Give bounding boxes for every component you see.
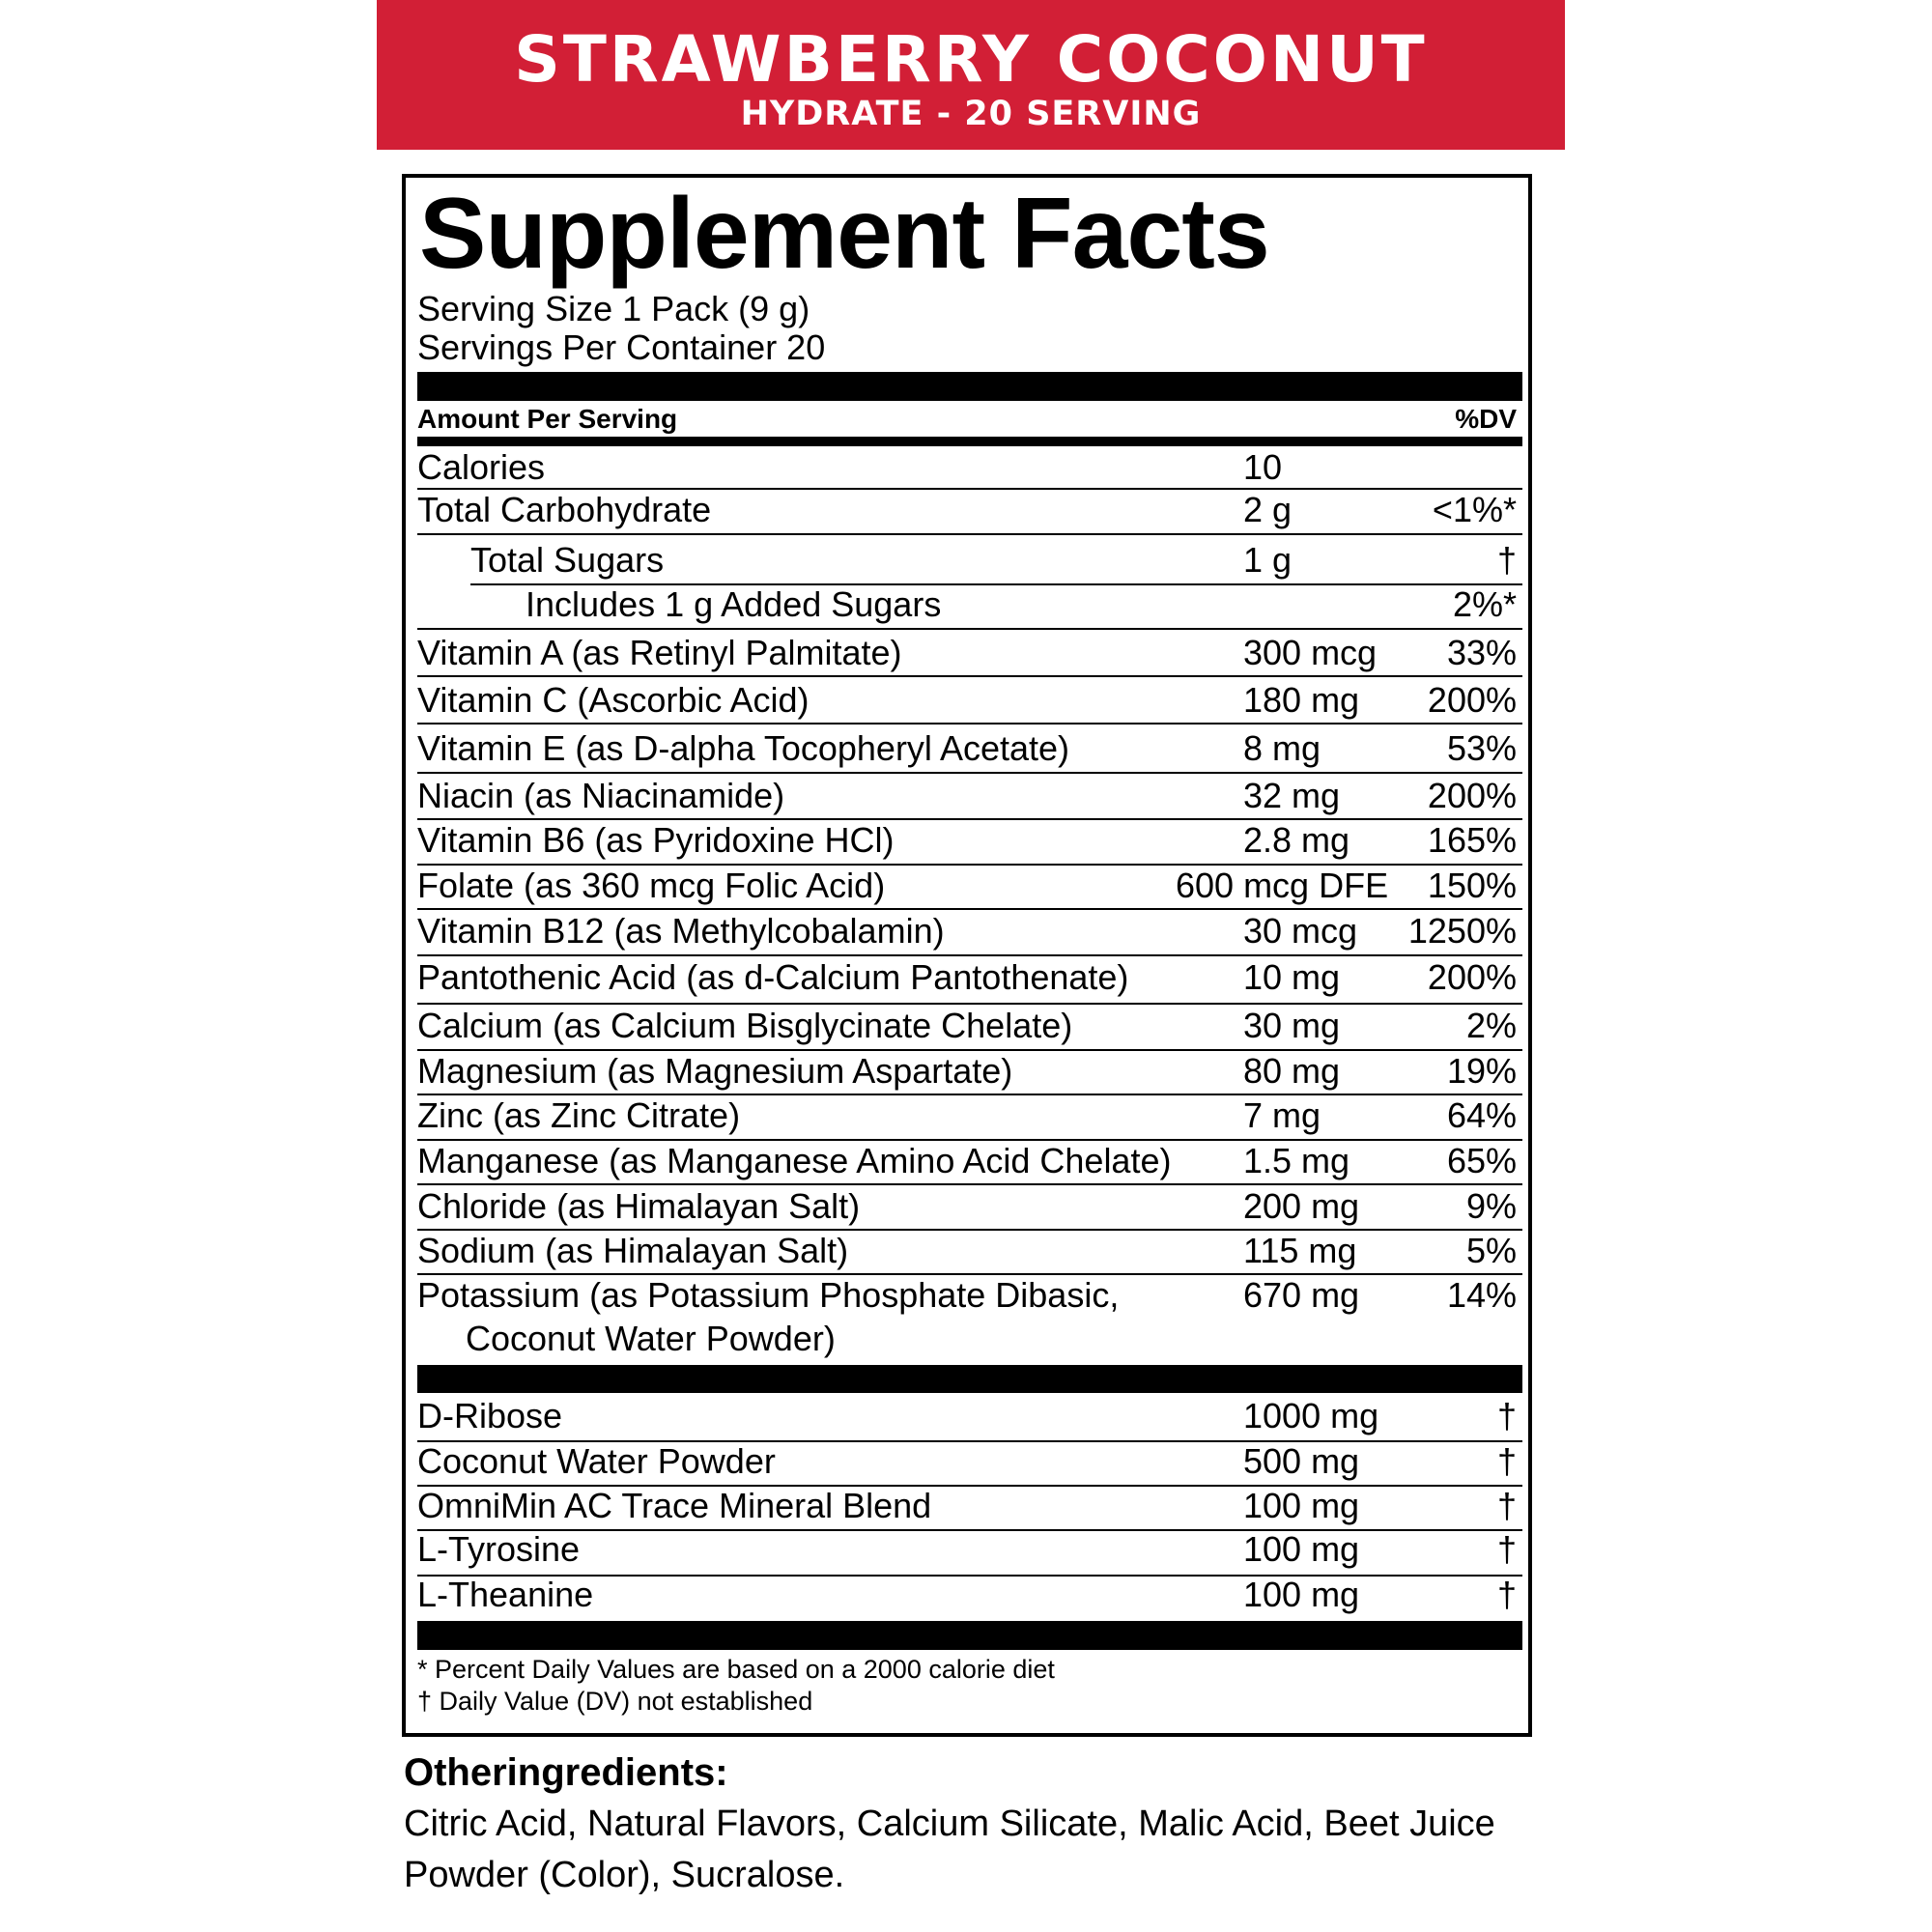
row-divider xyxy=(417,1003,1522,1005)
nutrient-name: Vitamin B12 (as Methylcobalamin) xyxy=(417,911,945,951)
nutrient-amount: 670 mg xyxy=(1243,1275,1360,1315)
nutrient-name: Vitamin B6 (as Pyridoxine HCl) xyxy=(417,820,895,860)
ingredient-name: Coconut Water Powder xyxy=(417,1441,776,1481)
nutrient-dv: 33% xyxy=(1446,633,1517,672)
nutrient-name: Zinc (as Zinc Citrate) xyxy=(417,1095,741,1135)
other-ingredients-heading: Otheringredients: xyxy=(404,1751,728,1794)
nutrient-amount: 7 mg xyxy=(1243,1095,1321,1135)
row-divider xyxy=(417,1183,1522,1185)
row-divider xyxy=(417,954,1522,956)
row-divider xyxy=(417,533,1522,535)
nutrient-amount: 600 mcg DFE xyxy=(1176,866,1389,905)
row-divider xyxy=(417,772,1522,774)
nutrient-name: Magnesium (as Magnesium Aspartate) xyxy=(417,1051,1013,1091)
nutrient-dv: 2%* xyxy=(1452,584,1517,624)
nutrient-dv: 2% xyxy=(1465,1006,1517,1045)
nutrient-name: Folate (as 360 mcg Folic Acid) xyxy=(417,866,886,905)
ingredient-dv: † xyxy=(1496,1396,1517,1435)
ingredient-dv: † xyxy=(1496,1441,1517,1481)
nutrient-amount: 8 mg xyxy=(1243,728,1321,768)
nutrient-dv: 165% xyxy=(1427,820,1517,860)
facts-title: Supplement Facts xyxy=(419,178,1269,290)
nutrient-amount: 30 mg xyxy=(1243,1006,1341,1045)
nutrient-amount: 32 mg xyxy=(1243,776,1341,815)
thick-divider xyxy=(417,1365,1522,1393)
ingredient-amount: 100 mg xyxy=(1243,1529,1360,1569)
nutrient-name: Vitamin A (as Retinyl Palmitate) xyxy=(417,633,902,672)
nutrient-dv: 200% xyxy=(1427,680,1517,720)
nutrient-amount: 200 mg xyxy=(1243,1186,1360,1226)
nutrient-amount: 10 xyxy=(1243,447,1283,487)
medium-divider xyxy=(417,437,1522,446)
nutrient-name: Total Sugars xyxy=(470,540,665,580)
row-divider xyxy=(417,675,1522,677)
ingredient-name: D-Ribose xyxy=(417,1396,563,1435)
nutrient-amount: 1 g xyxy=(1243,540,1293,580)
ingredient-dv: † xyxy=(1496,1575,1517,1614)
nutrient-dv: † xyxy=(1496,540,1517,580)
dv-header: %DV xyxy=(1455,404,1517,434)
nutrient-amount: 115 mg xyxy=(1243,1231,1357,1270)
flavor-subtitle: HYDRATE - 20 SERVING xyxy=(740,95,1202,133)
nutrient-amount: 80 mg xyxy=(1243,1051,1341,1091)
ingredient-amount: 1000 mg xyxy=(1243,1396,1379,1435)
row-divider xyxy=(417,628,1522,630)
nutrient-dv: 9% xyxy=(1465,1186,1517,1226)
ingredient-name: L-Theanine xyxy=(417,1575,594,1614)
nutrient-name: Calories xyxy=(417,447,546,487)
ingredient-amount: 100 mg xyxy=(1243,1486,1360,1525)
nutrient-amount: 1.5 mg xyxy=(1243,1141,1350,1180)
nutrient-dv: 65% xyxy=(1446,1141,1517,1180)
ingredient-amount: 500 mg xyxy=(1243,1441,1360,1481)
nutrient-name: Manganese (as Manganese Amino Acid Chelate) xyxy=(417,1141,1172,1180)
nutrient-dv: 64% xyxy=(1446,1095,1517,1135)
nutrient-name: Vitamin C (Ascorbic Acid) xyxy=(417,680,810,720)
nutrient-dv: 19% xyxy=(1446,1051,1517,1091)
nutrient-name-continued: Coconut Water Powder) xyxy=(466,1319,836,1358)
thick-divider xyxy=(417,1621,1522,1650)
nutrient-amount: 180 mg xyxy=(1243,680,1360,720)
nutrient-amount: 2.8 mg xyxy=(1243,820,1350,860)
nutrient-dv: 200% xyxy=(1427,776,1517,815)
nutrient-dv: <1%* xyxy=(1432,490,1517,529)
amount-per-serving-header: Amount Per Serving xyxy=(417,404,678,434)
nutrient-dv: 1250% xyxy=(1407,911,1517,951)
nutrient-name: Vitamin E (as D-alpha Tocopheryl Acetate) xyxy=(417,728,1070,768)
nutrient-amount: 2 g xyxy=(1243,490,1293,529)
nutrient-name: Pantothenic Acid (as d-Calcium Pantothenate) xyxy=(417,957,1129,997)
row-divider xyxy=(417,908,1522,910)
nutrient-name: Sodium (as Himalayan Salt) xyxy=(417,1231,849,1270)
nutrient-name: Chloride (as Himalayan Salt) xyxy=(417,1186,861,1226)
nutrient-amount: 300 mcg xyxy=(1243,633,1378,672)
nutrient-amount: 30 mcg xyxy=(1243,911,1358,951)
nutrient-amount: 10 mg xyxy=(1243,957,1341,997)
ingredient-dv: † xyxy=(1496,1529,1517,1569)
flavor-title: STRAWBERRY COCONUT xyxy=(514,22,1428,97)
ingredient-name: OmniMin AC Trace Mineral Blend xyxy=(417,1486,932,1525)
nutrient-name: Calcium (as Calcium Bisglycinate Chelate) xyxy=(417,1006,1073,1045)
nutrient-name: Niacin (as Niacinamide) xyxy=(417,776,785,815)
servings-per-container: Servings Per Container 20 xyxy=(417,327,826,367)
footnote-dv-not-established: † Daily Value (DV) not established xyxy=(417,1687,813,1716)
ingredient-amount: 100 mg xyxy=(1243,1575,1360,1614)
nutrient-dv: 14% xyxy=(1446,1275,1517,1315)
footnote-daily-values: * Percent Daily Values are based on a 2000 calorie diet xyxy=(417,1655,1055,1684)
thick-divider xyxy=(417,372,1522,401)
nutrient-dv: 53% xyxy=(1446,728,1517,768)
flavor-banner xyxy=(377,0,1565,150)
serving-size: Serving Size 1 Pack (9 g) xyxy=(417,289,810,328)
nutrient-dv: 5% xyxy=(1465,1231,1517,1270)
nutrient-dv: 200% xyxy=(1427,957,1517,997)
nutrient-name: Potassium (as Potassium Phosphate Dibasic, xyxy=(417,1275,1120,1315)
nutrient-name: Includes 1 g Added Sugars xyxy=(526,584,942,624)
nutrient-name: Total Carbohydrate xyxy=(417,490,712,529)
nutrient-dv: 150% xyxy=(1427,866,1517,905)
row-divider xyxy=(417,723,1522,724)
ingredient-name: L-Tyrosine xyxy=(417,1529,581,1569)
other-ingredients-text: Citric Acid, Natural Flavors, Calcium Silicate, Malic Acid, Beet Juice Powder (Color), Sucralose. xyxy=(404,1804,1495,1895)
ingredient-dv: † xyxy=(1496,1486,1517,1525)
